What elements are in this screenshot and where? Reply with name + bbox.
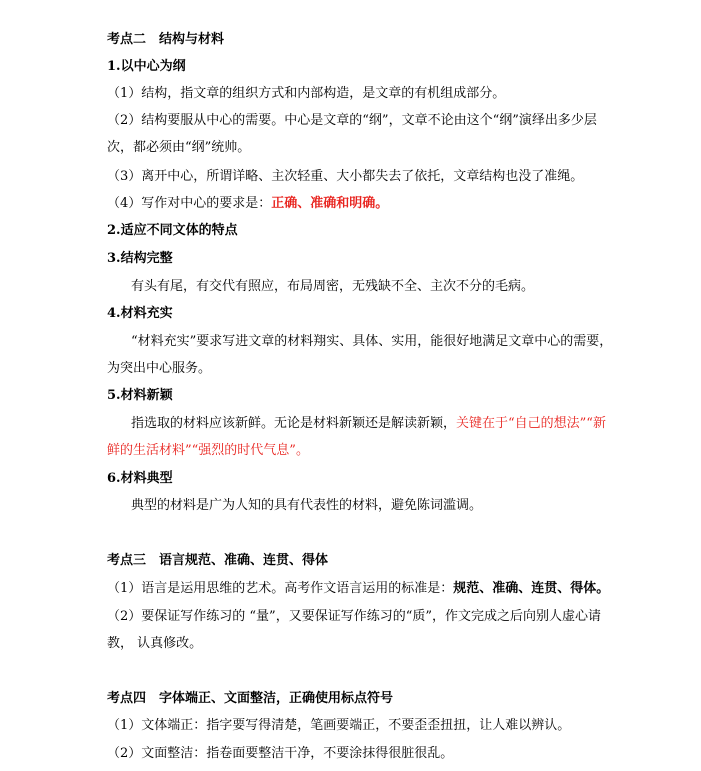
subheading-5: 5.材料新颖 bbox=[107, 388, 173, 403]
paragraph: 典型的材料是广为人知的具有代表性的材料，避免陈词滥调。 bbox=[131, 498, 483, 513]
highlight-text: 关键在于“自己的想法”“新 bbox=[456, 416, 606, 431]
subheading-6: 6.材料典型 bbox=[107, 471, 173, 486]
paragraph: 有头有尾，有交代有照应，布局周密，无残缺不全、主次不分的毛病。 bbox=[131, 279, 535, 294]
paragraph: （1）结构，指文章的组织方式和内部构造，是文章的有机组成部分。 bbox=[107, 86, 506, 101]
emphasis-text: 规范、准确、连贯、得体。 bbox=[453, 581, 610, 596]
paragraph-text: （4）写作对中心的要求是： bbox=[107, 196, 272, 211]
subheading-3: 3.结构完整 bbox=[107, 251, 173, 266]
paragraph: （3）离开中心，所谓详略、主次轻重、大小都失去了依托，文章结构也没了准绳。 bbox=[107, 169, 584, 184]
paragraph: （2）文面整洁：指卷面要整洁干净，不要涂抹得很脏很乱。 bbox=[107, 746, 454, 761]
paragraph: 教， 认真修改。 bbox=[107, 636, 203, 651]
section-heading-3: 考点三 语言规范、准确、连贯、得体 bbox=[107, 553, 329, 568]
subheading-1: 1.以中心为纲 bbox=[107, 59, 186, 74]
subheading-4: 4.材料充实 bbox=[107, 306, 173, 321]
paragraph: 次，都必须由“纲”统帅。 bbox=[107, 140, 251, 155]
highlight-text: 鲜的生活材料”“强烈的时代气息”。 bbox=[107, 443, 309, 458]
section-heading-4: 考点四 字体端正、文面整洁，正确使用标点符号 bbox=[107, 691, 394, 706]
paragraph: “材料充实”要求写进文章的材料翔实、具体、实用，能很好地满足文章中心的需要， bbox=[131, 334, 613, 349]
paragraph-text: （1）语言是运用思维的艺术。高考作文语言运用的标准是： bbox=[107, 581, 454, 596]
paragraph: （1）文体端正：指字要写得清楚，笔画要端正，不要歪歪扭扭，让人难以辨认。 bbox=[107, 718, 571, 733]
paragraph: （2）要保证写作练习的 “量”，又要保证写作练习的“质”，作文完成之后向别人虚心请 bbox=[107, 609, 601, 624]
paragraph bbox=[131, 415, 606, 433]
highlight-text: 正确、准确和明确。 bbox=[271, 196, 389, 211]
section-heading-2: 考点二 结构与材料 bbox=[107, 32, 225, 47]
paragraph: 为突出中心服务。 bbox=[107, 361, 212, 376]
subheading-2: 2.适应不同文体的特点 bbox=[107, 223, 238, 238]
paragraph bbox=[107, 195, 388, 213]
paragraph bbox=[107, 580, 609, 598]
paragraph: （2）结构要服从中心的需要。中心是文章的“纲”，文章不论由这个“纲”演绎出多少层 bbox=[107, 113, 597, 128]
paragraph-text: 指选取的材料应该新鲜。无论是材料新颖还是解读新颖， bbox=[131, 416, 457, 431]
